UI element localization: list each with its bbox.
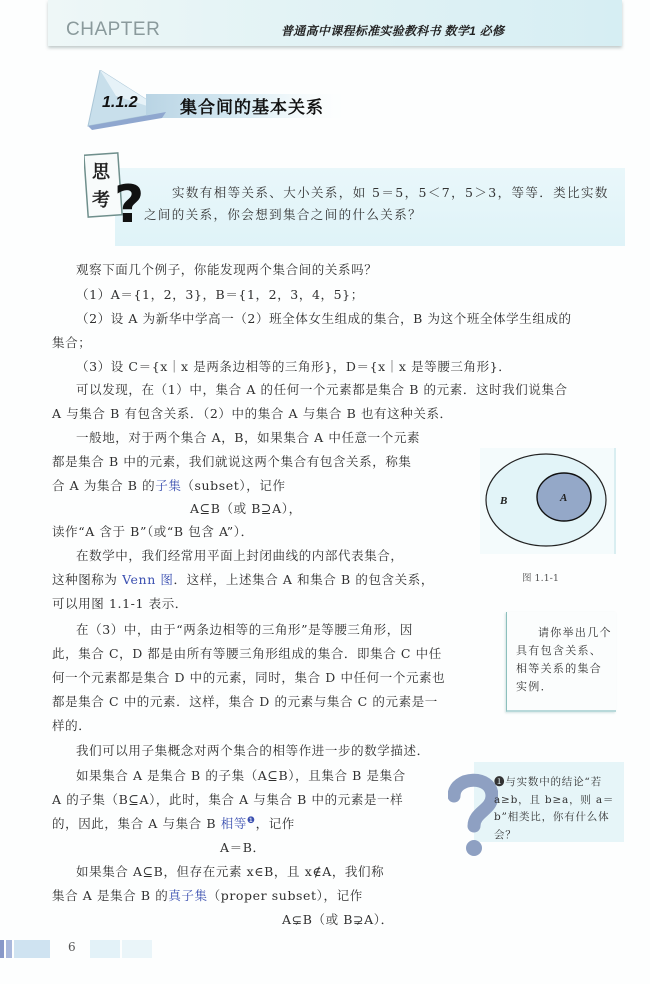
- figure-caption: 图 1.1-1: [522, 573, 559, 584]
- formula-subset: A⊆B（或 B⊇A），: [190, 501, 302, 516]
- side-note-examples: [516, 624, 612, 696]
- paragraph-7-line-1: 如果集合 A 是集合 B 的子集（A⊆B），且集合 B 是集合: [76, 768, 406, 783]
- paragraph-4-line-1: 在数学中，我们经常用平面上封闭曲线的内部代表集合，: [76, 548, 404, 563]
- term-equal: 相等: [220, 816, 247, 831]
- example-1: （1）A＝{1，2，3}，B＝{1，2，3，4，5}；: [76, 287, 364, 302]
- text: 集合 A 是集合 B 的: [52, 888, 169, 903]
- paragraph-5-line-4: 都是集合 C 中的元素．这样，集合 D 的元素与集合 C 的元素是一: [52, 694, 438, 709]
- text: （subset），记作: [181, 478, 286, 493]
- paragraph-4-line-3: 可以用图 1.1-1 表示．: [52, 596, 188, 611]
- text: ，记作: [255, 816, 295, 831]
- think-prompt: [144, 182, 612, 226]
- paragraph-5-line-3: 何一个元素都是集合 D 中的元素，同时，集合 D 中任何一个元素也: [52, 670, 446, 685]
- formula-equal: A＝B．: [220, 840, 266, 855]
- svg-text:思: 思: [92, 162, 110, 183]
- question-mark-icon: [448, 772, 498, 862]
- paragraph-8-line-1: 如果集合 A⊆B，但存在元素 x∈B，且 x∉A，我们称: [76, 864, 385, 879]
- term-proper-subset: 真子集: [168, 888, 208, 903]
- text: （proper subset），记作: [207, 888, 363, 903]
- chapter-header-band: [48, 0, 622, 46]
- formula-proper-subset: A⊊B（或 B⊋A）．: [282, 912, 394, 927]
- paragraph-7-line-3: [52, 814, 295, 832]
- venn-figure-panel: [480, 448, 616, 554]
- svg-text:?: ?: [114, 175, 145, 230]
- paragraph-5-line-1: 在（3）中，由于“两条边相等的三角形”是等腰三角形，因: [76, 622, 413, 637]
- text: 合 A 为集合 B 的: [52, 478, 156, 493]
- chapter-label: CHAPTER: [66, 19, 161, 40]
- paragraph-8-line-2: [52, 886, 363, 904]
- section-number: 1.1.2: [102, 94, 138, 111]
- book-title: 普通高中课程标准实验教科书 数学1 必修: [281, 24, 505, 38]
- example-2-line-2: 集合；: [52, 335, 92, 350]
- paragraph-3-line-3: [52, 476, 286, 494]
- example-3: （3）设 C＝{x｜x 是两条边相等的三角形}，D＝{x｜x 是等腰三角形}．: [76, 359, 512, 374]
- text: ．这样，上述集合 A 和集合 B 的包含关系，: [173, 572, 434, 587]
- paragraph-5-line-2: 此，集合 C，D 都是由所有等腰三角形组成的集合．即集合 C 中任: [52, 646, 442, 661]
- paragraph-5-line-5: 样的．: [52, 718, 92, 733]
- text: 这种图称为: [52, 572, 123, 587]
- paragraph-2-line-1: 可以发现，在（1）中，集合 A 的任何一个元素都是集合 B 的元素．这时我们说集合: [76, 382, 568, 397]
- paragraph-3-line-1: 一般地，对于两个集合 A，B，如果集合 A 中任意一个元素: [76, 430, 421, 445]
- footnote-marker: ❶: [246, 815, 256, 826]
- page-number: 6: [68, 940, 76, 954]
- side-note-text: 请你举出几个具有包含关系、相等关系的集合实例．: [516, 626, 612, 693]
- example-2-line-1: （2）设 A 为新华中学高一（2）班全体女生组成的集合，B 为这个班全体学生组成的: [76, 311, 572, 326]
- paragraph-7-line-2: A 的子集（B⊆A），此时，集合 A 与集合 B 中的元素是一样: [52, 792, 404, 807]
- paragraph-6: 我们可以用子集概念对两个集合的相等作进一步的数学描述．: [76, 743, 430, 758]
- svg-text:A: A: [560, 492, 568, 504]
- paragraph-3-line-2: 都是集合 B 中的元素，我们就说这两个集合有包含关系，称集: [52, 454, 412, 469]
- term-venn: Venn 图: [122, 572, 174, 587]
- text: 的，因此，集合 A 与集合 B: [52, 816, 221, 831]
- svg-text:B: B: [500, 495, 508, 507]
- term-subset: 子集: [155, 478, 182, 493]
- think-line-2: 之间的关系，你会想到集合之间的什么关系？: [144, 207, 423, 222]
- venn-diagram: [480, 448, 616, 554]
- paragraph-3-line-4: 读作“A 含于 B”（或“B 包含 A”）．: [52, 524, 254, 539]
- paragraph-intro: 观察下面几个例子，你能发现两个集合间的关系吗？: [76, 262, 378, 277]
- paragraph-2-line-2: A 与集合 B 有包含关系．（2）中的集合 A 与集合 B 也有这种关系．: [52, 406, 453, 421]
- svg-text:考: 考: [92, 190, 110, 211]
- think-line-1: 实数有相等关系、大小关系，如 5＝5，5＜7，5＞3，等等．类比实数: [172, 185, 609, 200]
- paragraph-4-line-2: [52, 570, 434, 588]
- side-note-analogy: ❶与实数中的结论“若 a≥b，且 b≥a，则 a＝b”相类比，你有什么体会？: [494, 776, 615, 841]
- section-title: 集合间的基本关系: [180, 98, 324, 118]
